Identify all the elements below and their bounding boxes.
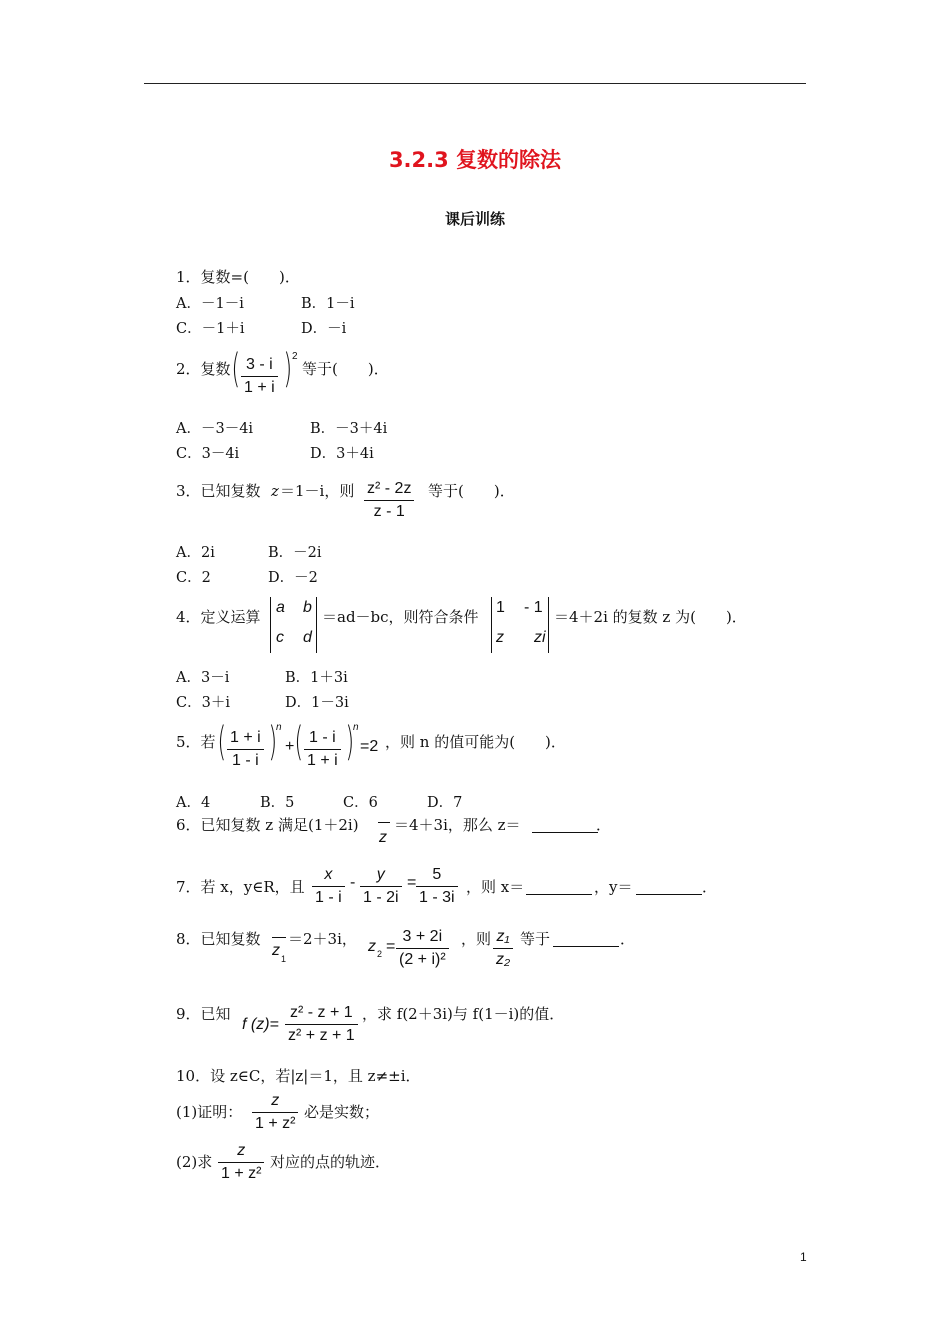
q8-ratio-num: z₁ — [496, 928, 510, 945]
q10-p2-den: 1 + z² — [218, 1162, 264, 1185]
q8-z2: z — [368, 938, 376, 955]
q7-y-blank[interactable] — [636, 880, 702, 899]
q9-num: z² - z + 1 — [290, 1004, 353, 1021]
q8-fraction — [396, 926, 449, 971]
q5-option-b: B．5 — [260, 795, 295, 811]
right-paren: ) — [268, 719, 278, 765]
q5-fraction-2 — [304, 727, 341, 772]
q7-fraction-3 — [416, 864, 458, 909]
q2-option-a: A．－3－4i — [176, 421, 254, 437]
q7-mid2: ，y＝ — [594, 878, 633, 896]
q5-equals: =2 — [360, 738, 379, 755]
q7-f3-den: 1 - 3i — [416, 886, 458, 909]
q8-then: ，则 — [461, 930, 492, 948]
q2-exponent: 2 — [292, 351, 298, 362]
q10-part2: (2)求 — [176, 1153, 213, 1171]
q10-p2-suffix: 对应的点的轨迹． — [270, 1153, 391, 1171]
q4-prefix: 4．定义运算 — [176, 608, 261, 626]
q2-num: 3 - i — [246, 356, 273, 373]
q7-prefix: 7．若 x，y∈R，且 — [176, 878, 305, 896]
q3-option-b: B．－2i — [268, 545, 322, 561]
left-paren: ( — [217, 719, 227, 765]
q3-num: z² - 2z — [367, 480, 412, 497]
q2-suffix: 等于( )． — [302, 360, 389, 378]
q8-num: 3 + 2i — [402, 928, 443, 945]
determinant-bar — [270, 597, 271, 653]
q6-zbar: z — [379, 829, 387, 846]
q7-f1-den: 1 - i — [312, 886, 345, 909]
q10-part1: (1)证明： — [176, 1103, 243, 1121]
q10-p1-fraction — [252, 1090, 298, 1135]
q8-equals: = — [386, 938, 396, 955]
q2-fraction — [241, 354, 278, 399]
q9-fz: f (z)= — [242, 1016, 279, 1033]
q4-option-d: D．1－3i — [285, 695, 349, 711]
q7-equals: = — [407, 874, 417, 891]
q7-mid: ，则 x＝ — [466, 878, 525, 896]
determinant-bar — [491, 597, 492, 653]
q8-mid: ＝2＋3i， — [288, 930, 357, 948]
q5-exponent-1: n — [276, 722, 282, 733]
q2-option-d: D．3＋4i — [310, 446, 374, 462]
q10-p1-num: z — [271, 1092, 280, 1109]
q5-den1: 1 - i — [227, 749, 264, 772]
q5-suffix: ，则 n 的值可能为( )． — [385, 733, 566, 751]
q3-option-d: D．－2 — [268, 570, 318, 586]
q6-rest: ＝4＋3i，那么 z＝ — [394, 816, 521, 834]
page-title: 3.2.3 复数的除法 — [388, 148, 562, 172]
left-paren: ( — [231, 346, 241, 392]
q6-answer-blank[interactable] — [532, 818, 598, 837]
q6-text: 6．已知复数 z 满足(1＋2i) — [176, 816, 359, 834]
q8-ratio — [493, 926, 513, 971]
q4-option-a: A．3－i — [176, 670, 230, 686]
q3-fraction — [364, 478, 414, 523]
q10-p2-fraction — [218, 1140, 264, 1185]
determinant-bar — [548, 597, 549, 653]
q8-sub1: 1 — [281, 954, 287, 964]
q7-f2-num: y — [376, 866, 385, 883]
q5-plus: + — [285, 738, 295, 755]
q2-option-c: C．3－4i — [176, 446, 240, 462]
q4-middle: ＝ad－bc，则符合条件 — [322, 608, 479, 626]
q9-fraction — [285, 1002, 358, 1047]
q7-end: ． — [702, 878, 718, 896]
q5-exponent-2: n — [353, 722, 359, 733]
left-paren: ( — [294, 719, 304, 765]
matrix-entry: zi — [534, 629, 546, 646]
matrix-entry: d — [303, 629, 312, 646]
q3-option-a: A．2i — [176, 545, 215, 561]
q2-option-b: B．－3＋4i — [310, 421, 388, 437]
q1-option-b: B．1－i — [301, 296, 355, 312]
q7-fraction-2 — [360, 864, 402, 909]
q9-prefix: 9．已知 — [176, 1005, 231, 1023]
q4-option-b: B．1＋3i — [285, 670, 348, 686]
q1-option-d: D．－i — [301, 321, 347, 337]
determinant-bar — [316, 597, 317, 653]
q3-condition: ＝1－i，则 — [280, 482, 355, 500]
matrix-entry: 1 — [496, 599, 505, 616]
q7-f2-den: 1 - 2i — [360, 886, 402, 909]
q2-den: 1 + i — [241, 376, 278, 399]
q3-den: z - 1 — [364, 500, 414, 523]
q1-option-c: C．－1＋i — [176, 321, 245, 337]
q1-stem: 1．复数=( )． — [176, 268, 300, 286]
q7-f3-num: 5 — [432, 866, 442, 883]
right-paren: ) — [283, 346, 293, 392]
q2-prefix: 2．复数 — [176, 360, 231, 378]
page-number: 1 — [800, 1250, 807, 1264]
q8-suffix: 等于 — [520, 930, 551, 948]
q5-prefix: 5．若 — [176, 733, 216, 751]
q7-f1-num: x — [324, 866, 333, 883]
conjugate-bar — [272, 937, 286, 938]
matrix-entry: c — [276, 629, 284, 646]
q5-fraction-1 — [227, 727, 264, 772]
q8-prefix: 8．已知复数 — [176, 930, 261, 948]
q5-num2: 1 - i — [309, 729, 336, 746]
conjugate-bar — [378, 822, 390, 823]
q8-den: (2 + i)² — [396, 948, 449, 971]
q9-den: z² + z + 1 — [285, 1024, 358, 1047]
q5-den2: 1 + i — [304, 749, 341, 772]
q3-option-c: C．2 — [176, 570, 211, 586]
q5-option-c: C．6 — [343, 795, 378, 811]
q10-p2-num: z — [237, 1142, 246, 1159]
q8-ratio-den: z₂ — [493, 948, 513, 971]
q8-z1: z — [272, 942, 280, 959]
matrix-entry: - 1 — [524, 599, 543, 616]
q6-end: ． — [596, 816, 612, 834]
q10-stem: 10．设 z∈C，若|z|＝1，且 z≠±i． — [176, 1067, 421, 1085]
q4-suffix: ＝4＋2i 的复数 z 为( )． — [554, 608, 747, 626]
q7-minus: - — [350, 874, 356, 891]
q10-p1-suffix: 必是实数； — [304, 1103, 380, 1121]
q8-answer-blank[interactable] — [553, 932, 619, 951]
q5-option-a: A．4 — [176, 795, 211, 811]
q3-var: z — [271, 482, 279, 500]
q8-end: ． — [620, 930, 636, 948]
matrix-entry: z — [496, 629, 504, 646]
q10-p1-den: 1 + z² — [252, 1112, 298, 1135]
q7-x-blank[interactable] — [526, 880, 592, 899]
matrix-entry: a — [276, 599, 285, 616]
q5-num1: 1 + i — [230, 729, 261, 746]
q8-sub2: 2 — [377, 949, 383, 959]
q3-prefix: 3．已知复数 — [176, 482, 261, 500]
q3-suffix: 等于( )． — [428, 482, 515, 500]
q5-option-d: D．7 — [427, 795, 463, 811]
q4-option-c: C．3＋i — [176, 695, 230, 711]
q1-option-a: A．－1－i — [176, 296, 244, 312]
right-paren: ) — [345, 719, 355, 765]
matrix-entry: b — [303, 599, 312, 616]
q9-suffix: ，求 f(2＋3i)与 f(1－i)的值． — [362, 1005, 565, 1023]
section-subtitle: 课后训练 — [444, 210, 505, 228]
q7-fraction-1 — [312, 864, 345, 909]
header-rule — [144, 83, 806, 84]
